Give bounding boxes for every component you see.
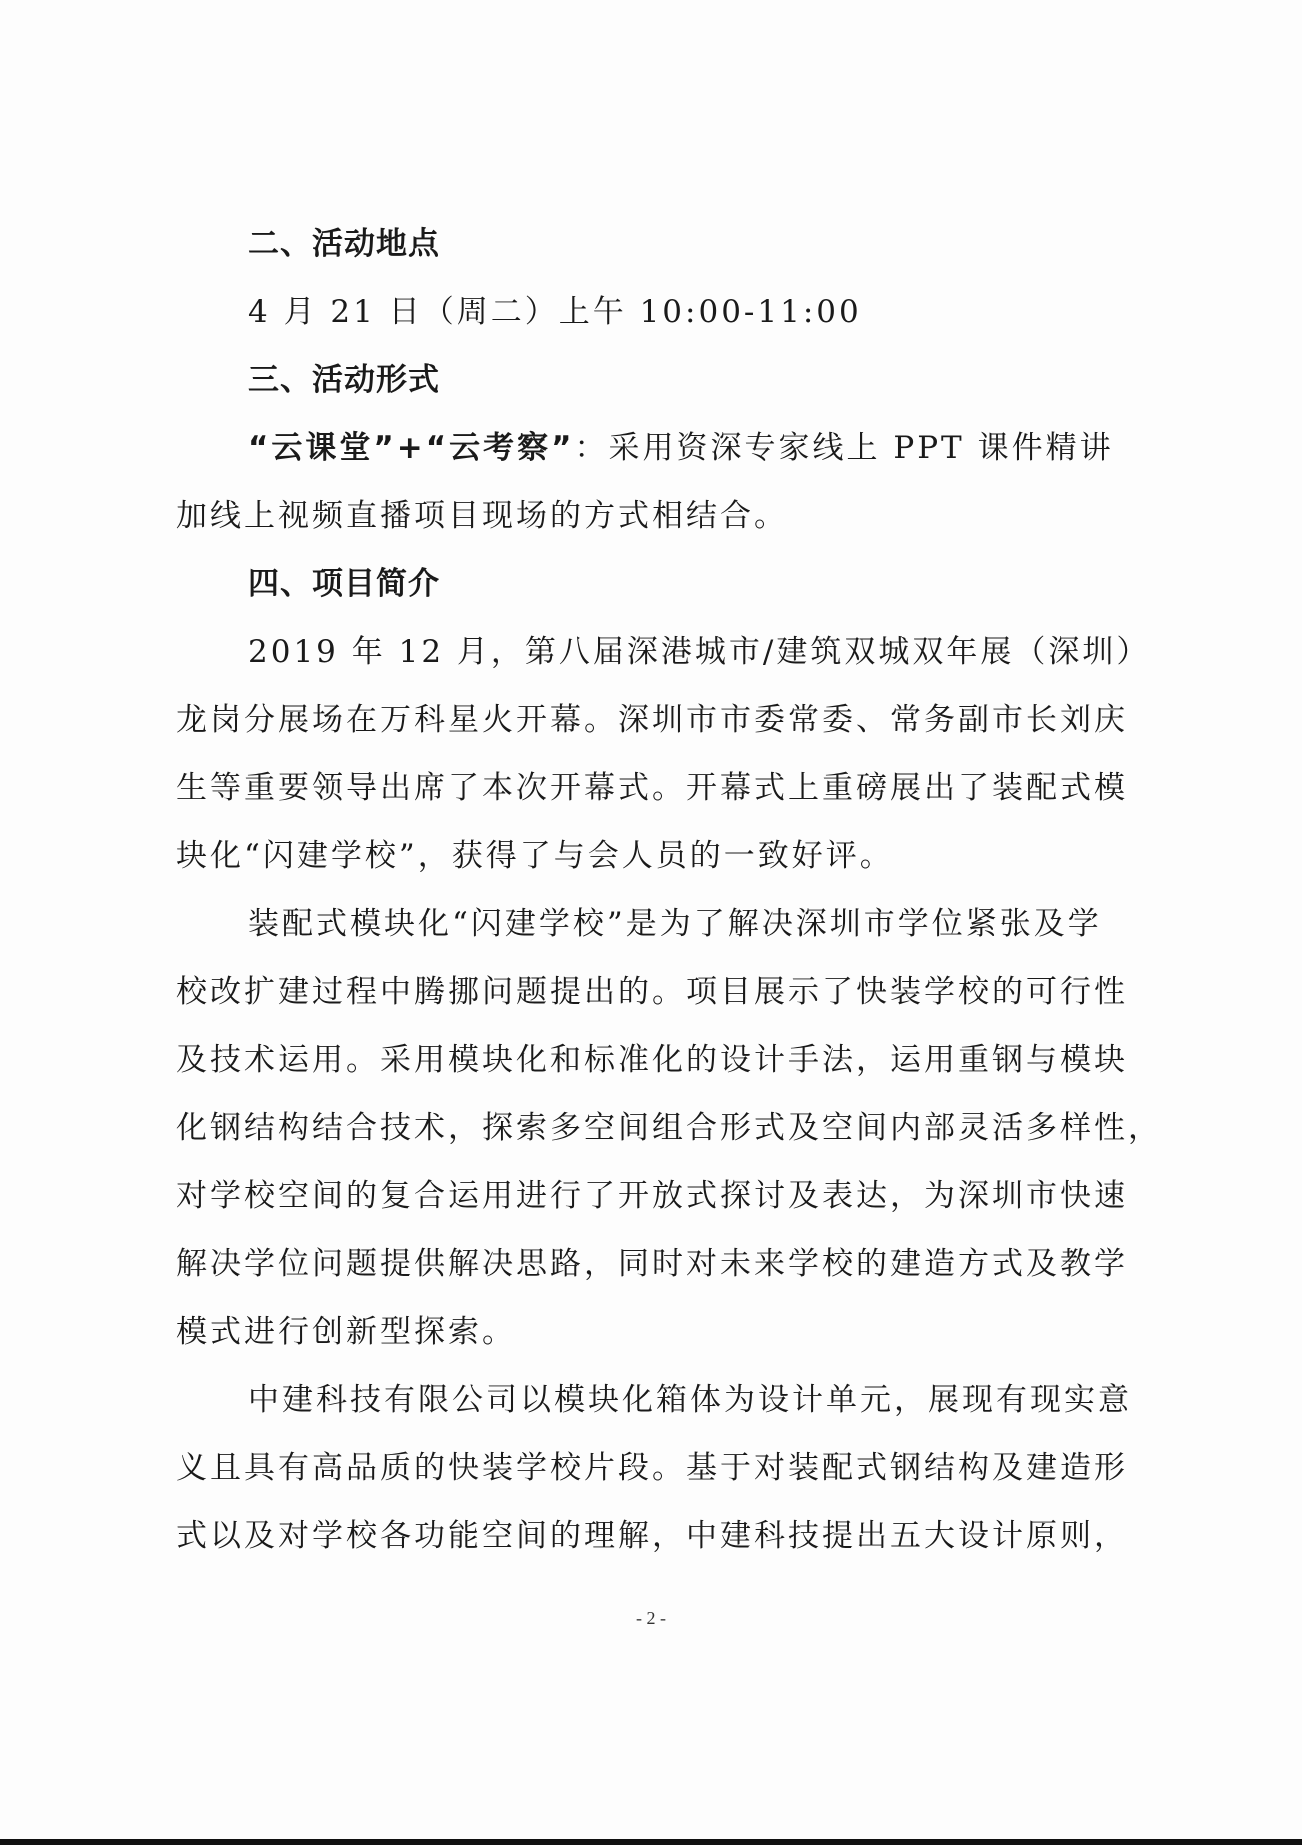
intro-p2-line: 及技术运用。采用模块化和标准化的设计手法，运用重钢与模块: [176, 1042, 1128, 1078]
intro-p3-line: 义且具有高品质的快装学校片段。基于对装配式钢结构及建造形: [176, 1450, 1128, 1486]
section-heading-format: 三、活动形式: [248, 362, 440, 398]
section-heading-location: 二、活动地点: [248, 226, 440, 262]
scan-bottom-edge: [0, 1839, 1302, 1845]
intro-p2-line: 对学校空间的复合运用进行了开放式探讨及表达，为深圳市快速: [176, 1178, 1128, 1214]
location-time-line: 4 月 21 日（周二）上午 10:00-11:00: [248, 294, 862, 330]
format-line-2: 加线上视频直播项目现场的方式相结合。: [176, 498, 788, 534]
section-heading-intro: 四、项目简介: [248, 566, 440, 602]
document-body: [176, 226, 1162, 1586]
format-line-1-text: ：采用资深专家线上 PPT 课件精讲: [574, 430, 1114, 466]
intro-p1-line: 龙岗分展场在万科星火开幕。深圳市市委常委、常务副市长刘庆: [176, 702, 1128, 738]
intro-p1-line: 生等重要领导出席了本次开幕式。开幕式上重磅展出了装配式模: [176, 770, 1128, 806]
intro-p2-line: 模式进行创新型探索。: [176, 1314, 516, 1350]
intro-p2-line: 解决学位问题提供解决思路，同时对未来学校的建造方式及教学: [176, 1246, 1128, 1282]
intro-p1-line: 块化“闪建学校”，获得了与会人员的一致好评。: [176, 838, 894, 874]
intro-p3-line: 中建科技有限公司以模块化箱体为设计单元，展现有现实意: [248, 1382, 1132, 1418]
intro-p1-line: 2019 年 12 月，第八届深港城市/建筑双城双年展（深圳）: [248, 634, 1151, 670]
intro-p2-line: 校改扩建过程中腾挪问题提出的。项目展示了快装学校的可行性: [176, 974, 1128, 1010]
page-number: - 2 -: [636, 1608, 666, 1628]
intro-p2-line: 化钢结构结合技术，探索多空间组合形式及空间内部灵活多样性，: [176, 1110, 1162, 1146]
format-lead-text: “云课堂”+“云考察”: [248, 430, 575, 466]
intro-p3-line: 式以及对学校各功能空间的理解，中建科技提出五大设计原则，: [176, 1518, 1128, 1554]
intro-p2-line: 装配式模块化“闪建学校”是为了解决深圳市学位紧张及学: [248, 906, 1102, 942]
format-line-1: [176, 430, 1146, 498]
